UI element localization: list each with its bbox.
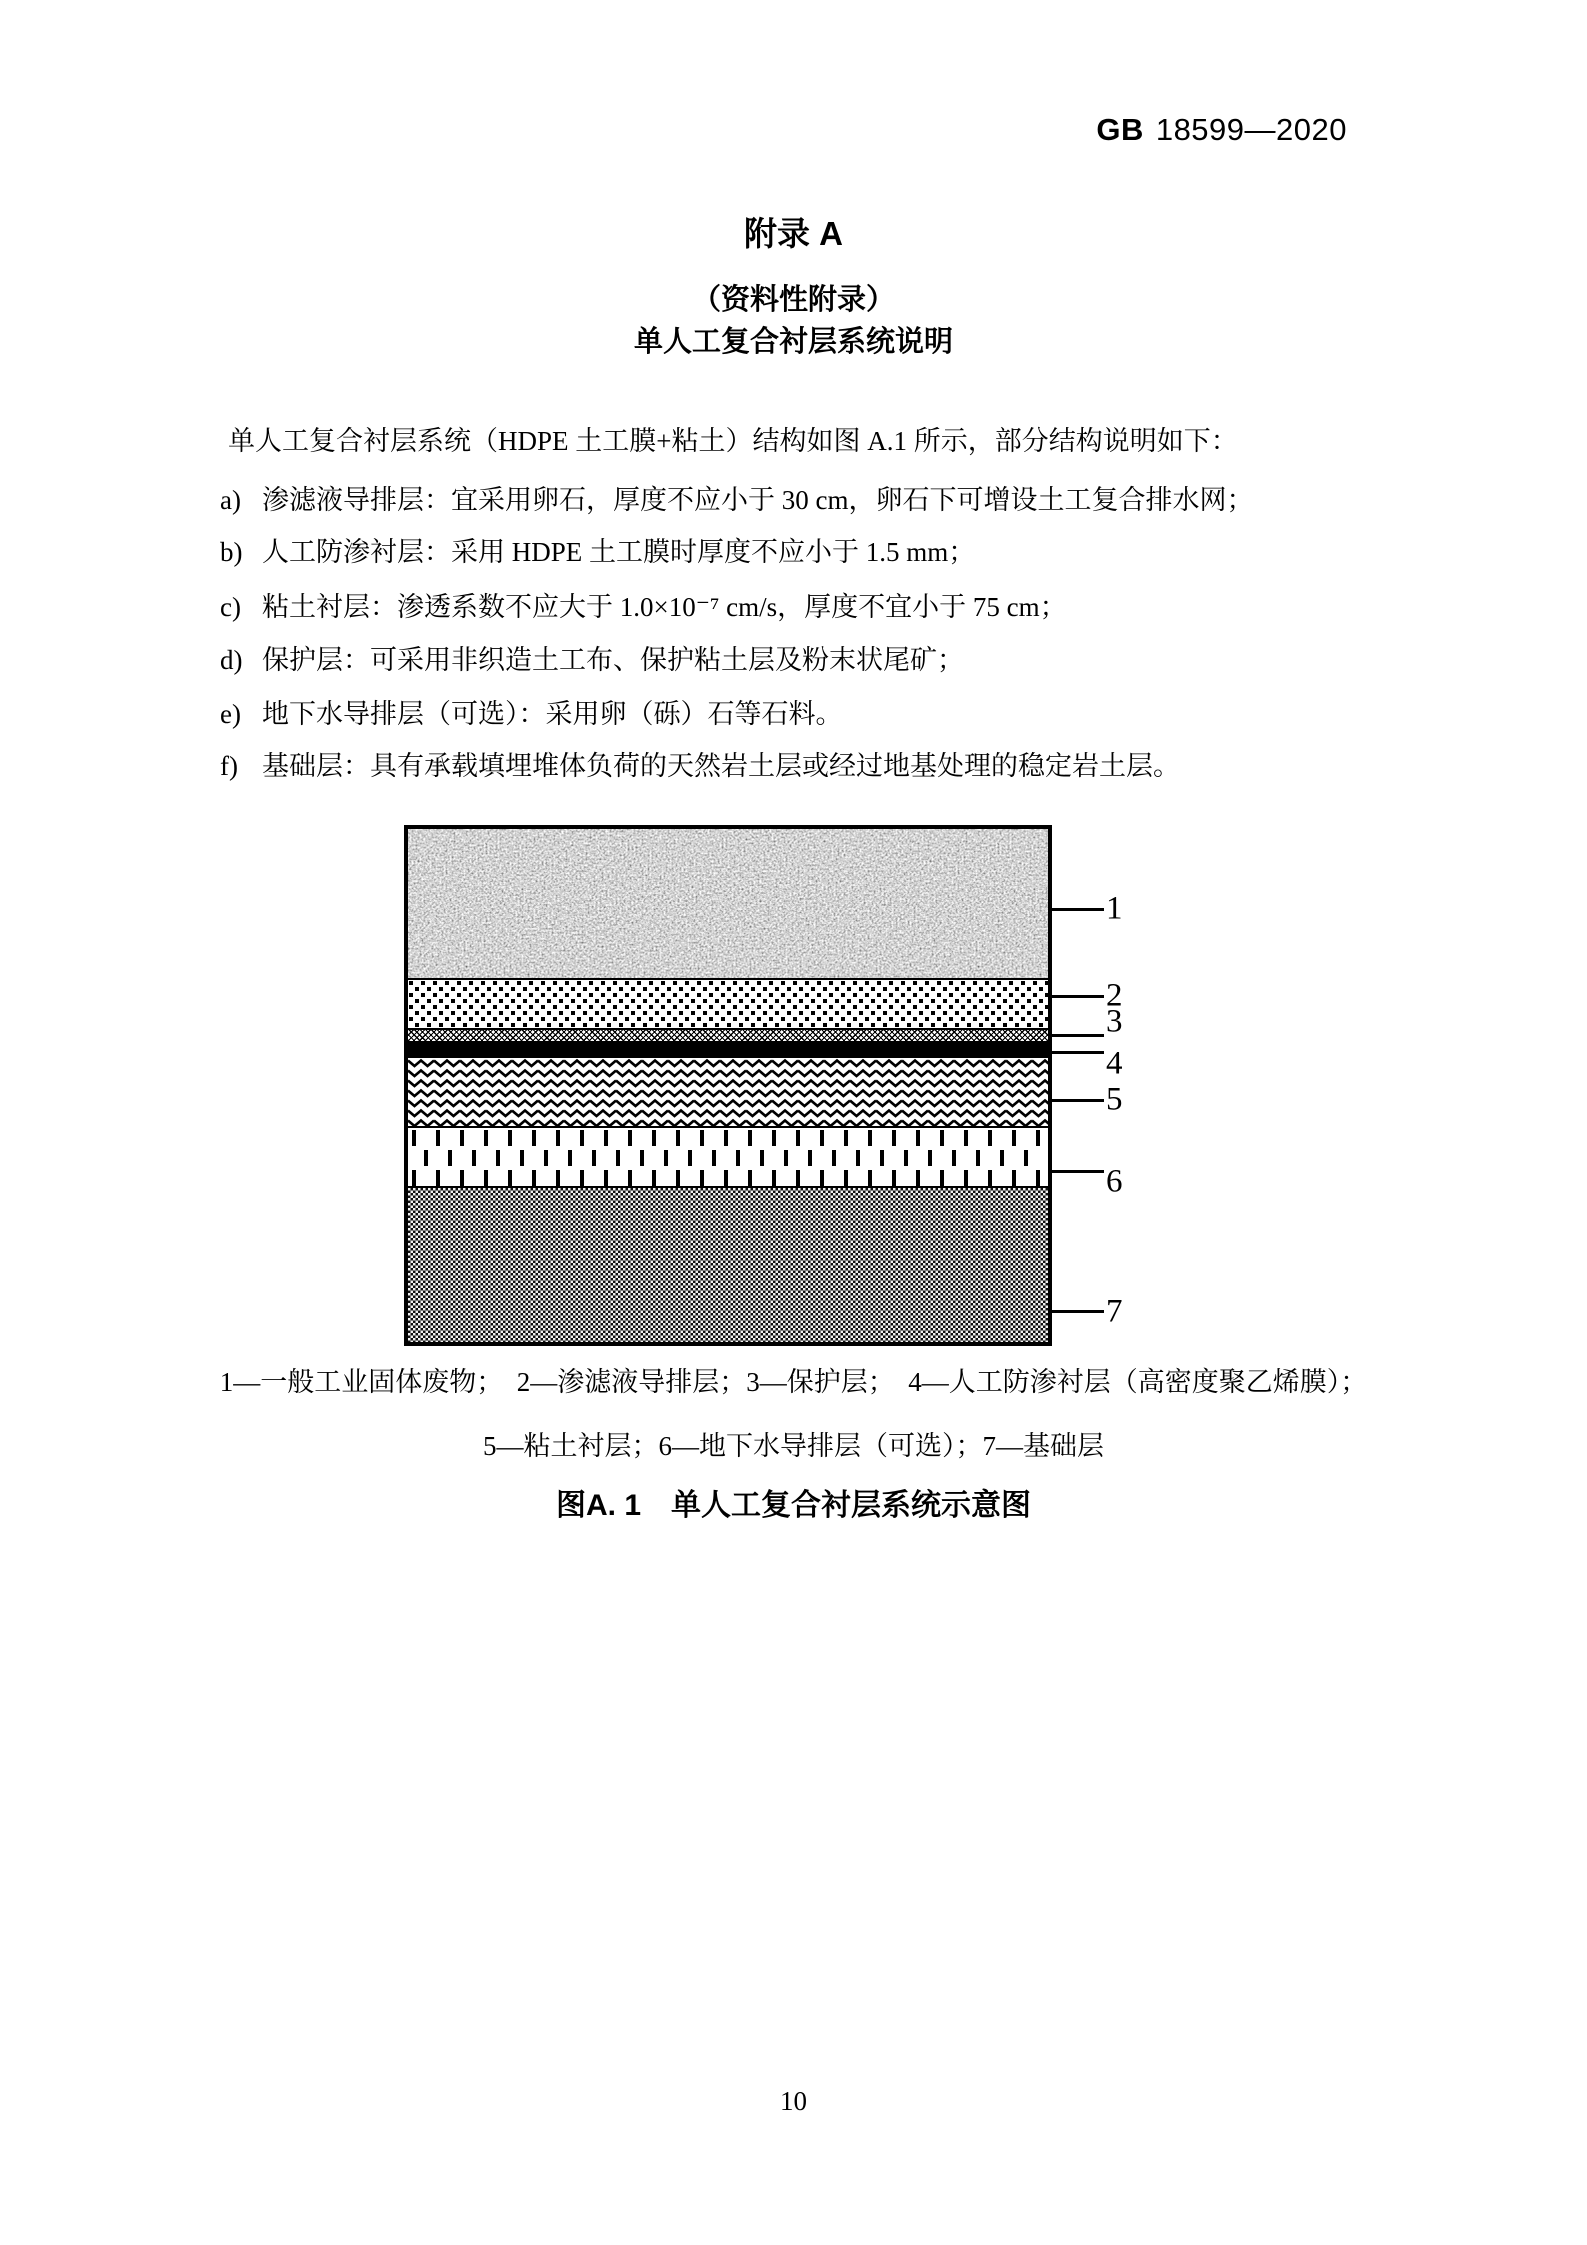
callout-line-2 bbox=[1052, 995, 1104, 998]
callout-number-6: 6 bbox=[1106, 1163, 1123, 1200]
layer-2-leachate-drainage bbox=[408, 978, 1048, 1028]
page-number: 10 bbox=[780, 2086, 807, 2116]
appendix-heading: 单人工复合衬层系统说明 bbox=[633, 326, 953, 358]
list-item-a bbox=[220, 484, 1253, 516]
list-text: 人工防渗衬层：采用 HDPE 土工膜时厚度不应小于 1.5 mm； bbox=[262, 537, 976, 567]
list-letter: e) bbox=[220, 699, 241, 729]
intro-paragraph: 单人工复合衬层系统（HDPE 土工膜+粘土）结构如图 A.1 所示，部分结构说明如下： bbox=[228, 426, 1238, 456]
callout-line-1 bbox=[1052, 908, 1104, 911]
list-letter: b) bbox=[220, 537, 243, 567]
zigzag-texture bbox=[408, 1058, 1048, 1126]
callout-number-3: 3 bbox=[1106, 1003, 1123, 1040]
appendix-title: 附录 A bbox=[744, 215, 843, 252]
layer-3-protective-layer bbox=[408, 1028, 1048, 1041]
callout-line-6 bbox=[1052, 1170, 1104, 1173]
layer-4-hdpe-membrane bbox=[408, 1041, 1048, 1058]
figure-legend-line-1: 1—一般工业固体废物； 2—渗滤液导排层；3—保护层； 4—人工防渗衬层（高密度聚乙烯膜）； bbox=[219, 1367, 1368, 1397]
callout-number-4: 4 bbox=[1106, 1045, 1123, 1082]
list-item-b bbox=[220, 536, 975, 568]
standard-number bbox=[1096, 112, 1347, 148]
list-item-f bbox=[220, 750, 1180, 782]
vertical-dash-texture bbox=[408, 1128, 1048, 1186]
list-item-d bbox=[220, 644, 964, 676]
dotted-texture bbox=[408, 980, 1048, 1028]
liner-system-diagram bbox=[404, 825, 1052, 1346]
list-text: 粘土衬层：渗透系数不应大于 1.0×10⁻⁷ cm/s，厚度不宜小于 75 cm； bbox=[262, 592, 1067, 622]
list-item-c bbox=[220, 591, 1067, 623]
figure-legend-line-2: 5—粘土衬层；6—地下水导排层（可选）；7—基础层 bbox=[483, 1431, 1104, 1461]
callout-number-5: 5 bbox=[1106, 1081, 1123, 1118]
list-letter: a) bbox=[220, 485, 241, 515]
list-text: 保护层：可采用非织造土工布、保护粘土层及粉末状尾矿； bbox=[262, 645, 964, 675]
callout-line-7 bbox=[1052, 1310, 1104, 1313]
appendix-subtitle: （资料性附录） bbox=[691, 284, 895, 316]
layer-5-clay-liner bbox=[408, 1058, 1048, 1126]
callout-number-7: 7 bbox=[1106, 1293, 1123, 1330]
standard-code: 18599—2020 bbox=[1155, 112, 1347, 147]
callout-line-3 bbox=[1052, 1034, 1104, 1037]
callout-number-1: 1 bbox=[1106, 890, 1123, 927]
list-letter: f) bbox=[220, 751, 238, 781]
list-letter: d) bbox=[220, 645, 243, 675]
callout-line-4 bbox=[1052, 1051, 1104, 1054]
layer-6-groundwater-drainage bbox=[408, 1126, 1048, 1186]
layer-7-foundation bbox=[408, 1186, 1048, 1342]
callout-number-2: 2 bbox=[1106, 977, 1123, 1014]
list-text: 基础层：具有承载填埋堆体负荷的天然岩土层或经过地基处理的稳定岩土层。 bbox=[262, 751, 1180, 781]
layer-1-industrial-solid-waste bbox=[408, 829, 1048, 978]
list-text: 渗滤液导排层：宜采用卵石，厚度不应小于 30 cm，卵石下可增设土工复合排水网； bbox=[262, 485, 1254, 515]
noise-texture bbox=[408, 829, 1048, 978]
list-letter: c) bbox=[220, 592, 241, 622]
list-item-e bbox=[220, 698, 843, 730]
figure-caption: 图A. 1 单人工复合衬层系统示意图 bbox=[555, 1489, 1032, 1522]
list-text: 地下水导排层（可选）：采用卵（砾）石等石料。 bbox=[262, 699, 843, 729]
standard-prefix: GB bbox=[1096, 112, 1144, 147]
callout-line-5 bbox=[1052, 1099, 1104, 1102]
